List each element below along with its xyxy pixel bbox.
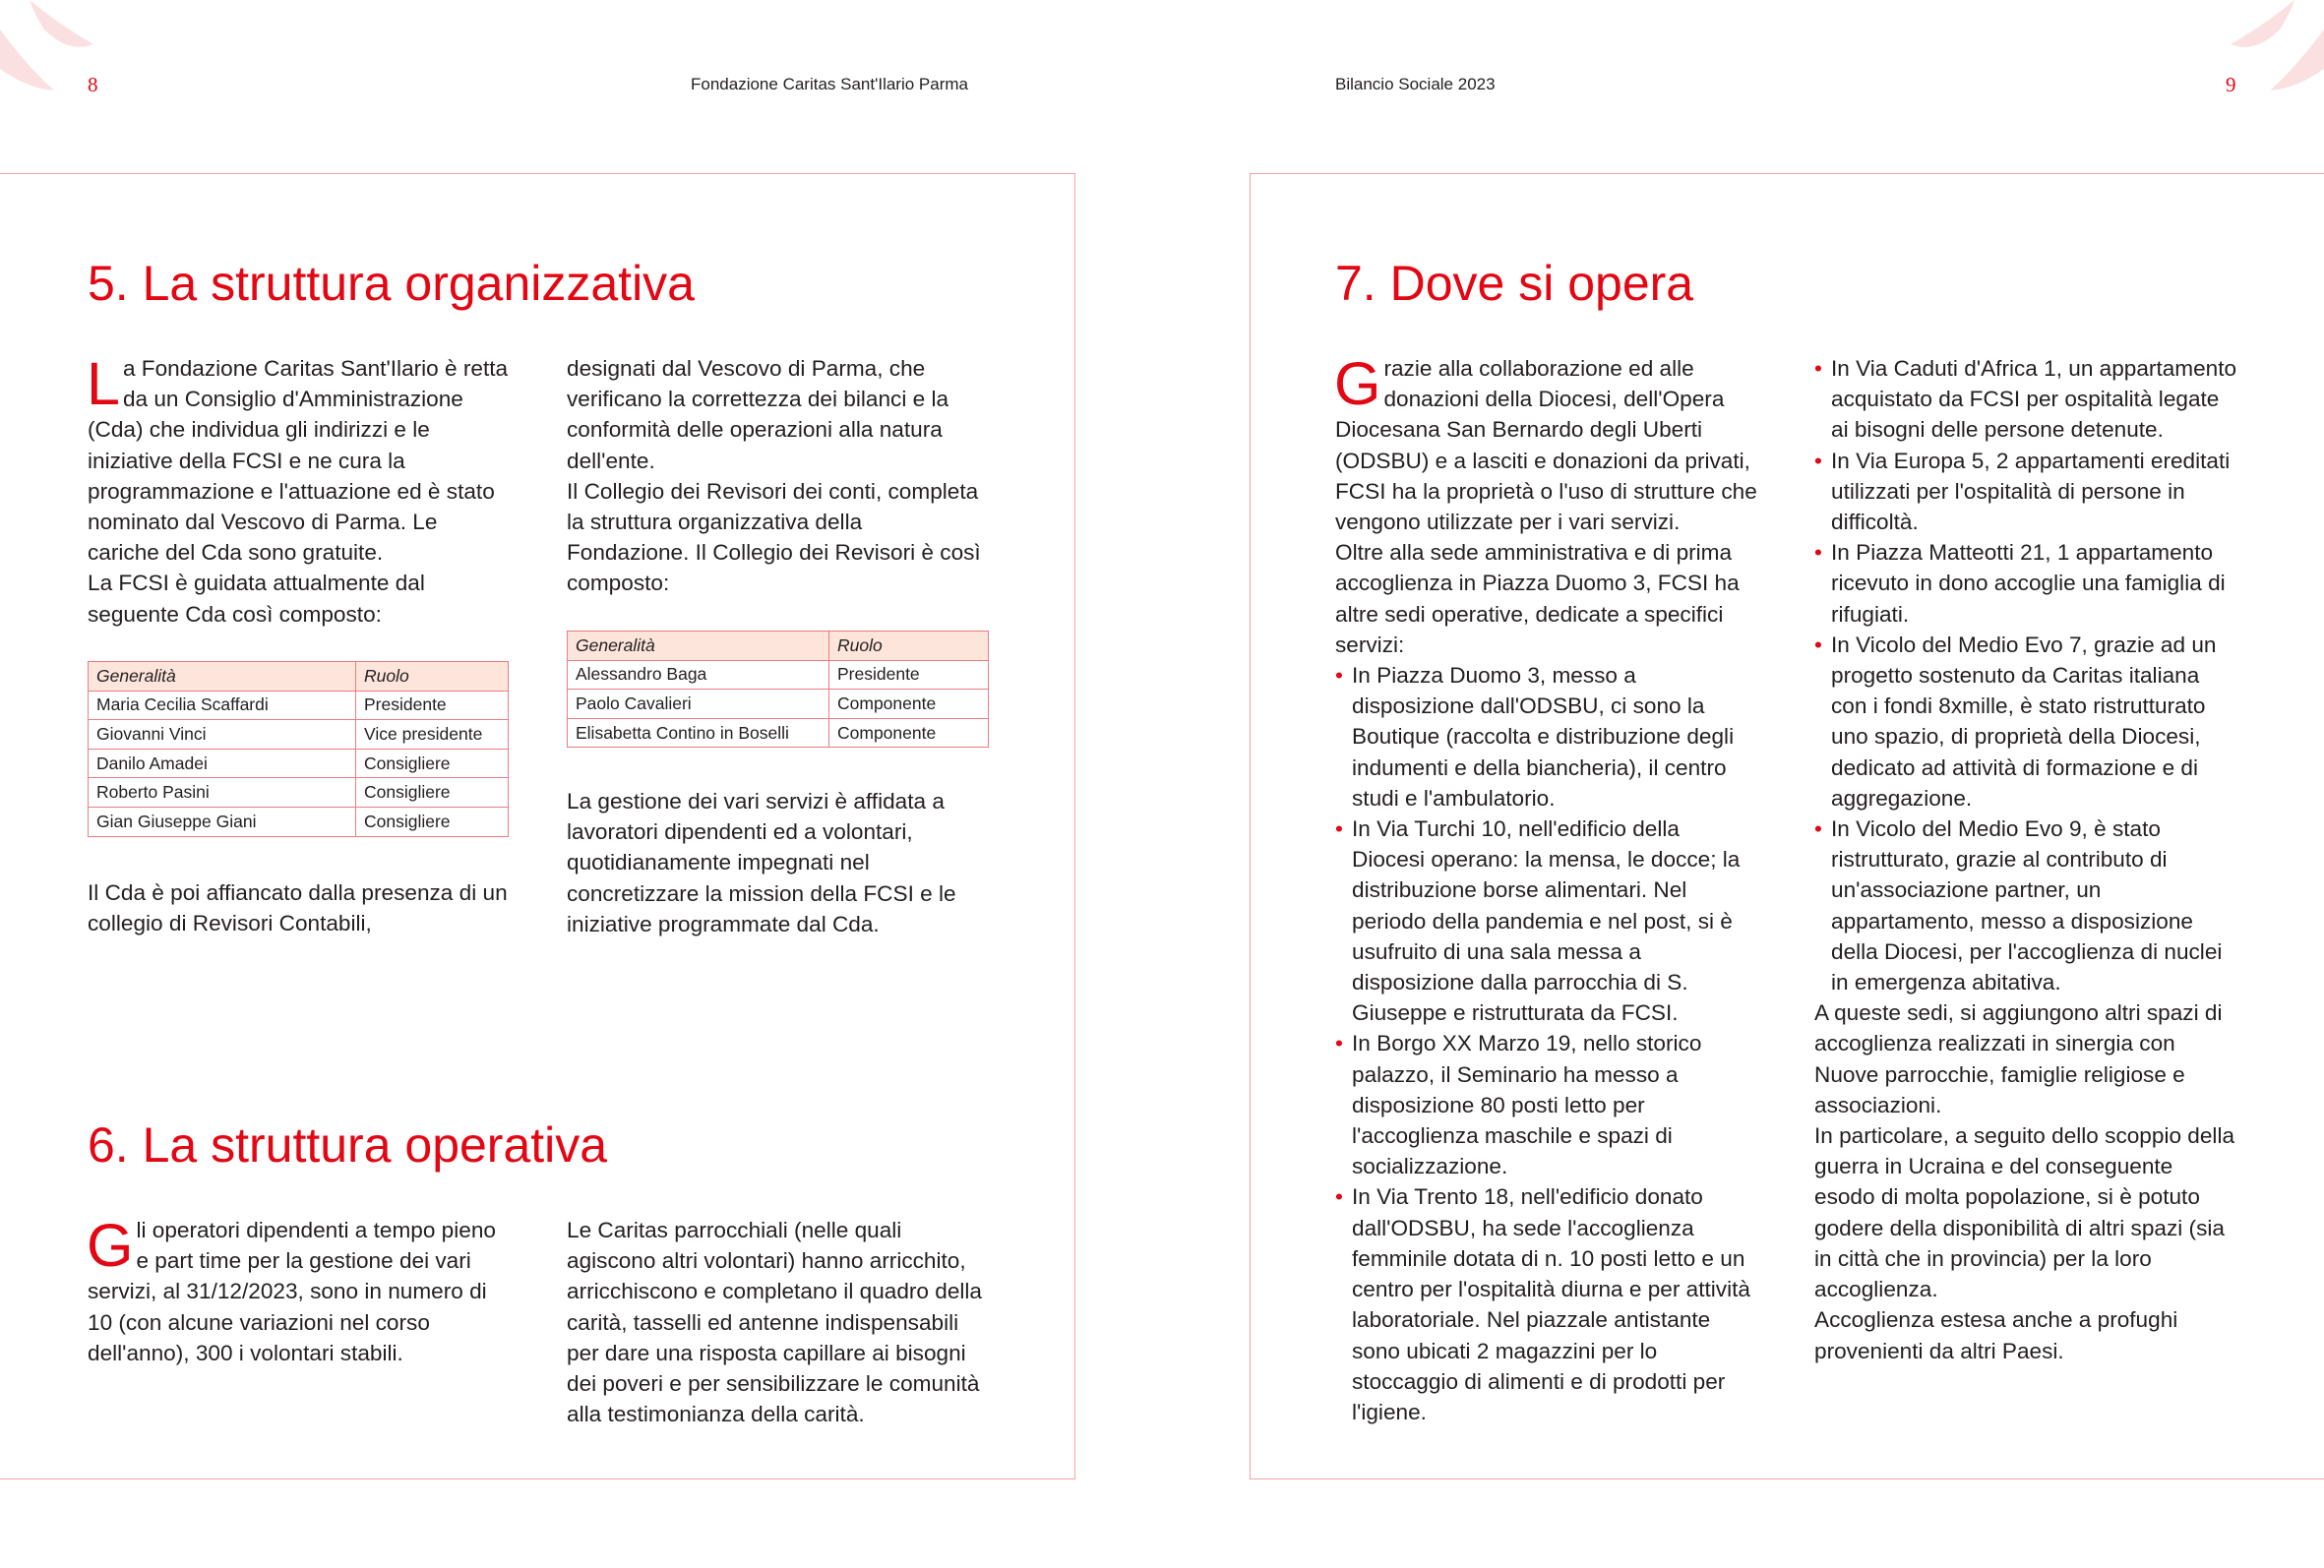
cda-table — [88, 661, 509, 837]
section-7-paragraph-2: Oltre alla sede amministrativa e di prima accoglienza in Piazza Duomo 3, FCSI ha altre sedi operative, dedicate a specifici servizi: — [1335, 540, 1740, 657]
right-page-number: 9 — [2226, 73, 2236, 96]
paragraph-text: li operatori dipendenti a tempo pieno e part time per la gestione dei vari servizi, al 31/12/2023, sono in numero di 10 (con alcune variazioni nel corso dell'anno), 300 i volontari stabili. — [88, 1218, 496, 1365]
table-cell: Componente — [829, 690, 989, 719]
section-7-col-2 — [1814, 353, 2237, 1366]
table-header-cell: Ruolo — [829, 632, 989, 661]
paragraph-text: a Fondazione Caritas Sant'Ilario è retta da un Consiglio d'Amministrazione (Cda) che individua gli indirizzi e le iniziative della FCSI e ne cura la programmazione e l'attuazione ed è stato nominato dal Vescovo di Parma. Le cariche del Cda sono gratuite. — [88, 356, 509, 566]
table-cell: Roberto Pasini — [89, 778, 356, 808]
table-cell: Presidente — [356, 691, 509, 720]
section-5-paragraph-2: La FCSI è guidata attualmente dal seguente Cda così composto: — [88, 571, 425, 627]
dropcap: G — [1334, 350, 1381, 417]
sites-list-left — [1335, 660, 1758, 1427]
table-cell: Danilo Amadei — [89, 749, 356, 778]
table-header-row — [89, 662, 509, 692]
table-header-cell: Generalità — [568, 632, 829, 661]
section-6-col-1 — [87, 1212, 511, 1368]
table-cell: Alessandro Baga — [568, 660, 829, 690]
list-item: • In Borgo XX Marzo 19, nello storico palazzo, il Seminario ha messo a disposizione 80 posti letto per l'accoglienza maschile e spazi di socializzazione. — [1335, 1028, 1758, 1181]
section-7-title: 7. Dove si opera — [1335, 256, 1694, 311]
section-5-col-2-bottom — [567, 786, 990, 939]
section-5-paragraph-6: La gestione dei vari servizi è affidata a lavoratori dipendenti ed a volontari, quotidianamente impegnati nel concretizzare la mission della FCSI e le iniziative programmate dal Cda. — [567, 789, 956, 936]
table-header-row — [568, 632, 989, 661]
table-cell: Giovanni Vinci — [89, 720, 356, 750]
section-7-col-1 — [1334, 350, 1758, 1427]
table-cell: Paolo Cavalieri — [568, 690, 829, 719]
paragraph-text: razie alla collaborazione ed alle donazioni della Diocesi, dell'Opera Diocesana San Bernardo degli Uberti (ODSBU) e a lasciti e donazioni da privati, FCSI ha la proprietà o l'uso di strutture che vengono utilizzate per i vari servizi. — [1335, 356, 1757, 535]
dropcap: L — [87, 350, 120, 417]
section-5-title: 5. La struttura organizzativa — [88, 256, 695, 311]
table-cell: Maria Cecilia Scaffardi — [89, 691, 356, 720]
section-6-paragraph-1 — [87, 1212, 511, 1368]
section-5-col-1-bottom — [88, 877, 511, 938]
table-row — [89, 720, 509, 750]
table-cell: Consigliere — [356, 807, 509, 836]
table-row — [568, 718, 989, 748]
section-7-paragraph-1 — [1334, 350, 1758, 537]
section-5-col-1 — [87, 350, 511, 630]
section-7-paragraph-5: Accoglienza estesa anche a profughi provenienti da altri Paesi. — [1814, 1307, 2178, 1363]
left-page-number: 8 — [88, 73, 98, 96]
list-item: • In Vicolo del Medio Evo 7, grazie ad un progetto sostenuto da Caritas italiana con i fondi 8xmille, è stato ristrutturato uno spazio, di proprietà della Diocesi, dedicato ad attività di formazione e di aggregazione. — [1814, 630, 2237, 814]
list-item: • In Via Europa 5, 2 appartamenti ereditati utilizzati per l'ospitalità di persone in difficoltà. — [1814, 446, 2237, 538]
list-item: • In Via Turchi 10, nell'edificio della Diocesi operano: la mensa, le docce; la distribuzione borse alimentari. Nel periodo della pandemia e nel post, si è usufruito di una sala messa a disposizione dalla parrocchia di S. Giuseppe e ristrutturata da FCSI. — [1335, 814, 1758, 1028]
list-item: • In Via Trento 18, nell'edificio donato dall'ODSBU, ha sede l'accoglienza femminile dotata di n. 10 posti letto e un centro per l'ospitalità diurna e per attività laboratoriale. Nel piazzale antistante sono ubicati 2 magazzini per lo stoccaggio di alimenti e di prodotti per l'igiene. — [1335, 1181, 1758, 1427]
section-5-paragraph-4: designati dal Vescovo di Parma, che verificano la correttezza dei bilanci e la conformità delle operazioni alla natura dell'ente. — [567, 356, 949, 473]
table-row — [89, 778, 509, 808]
right-running-head: Bilancio Sociale 2023 — [1335, 75, 1496, 93]
list-item: • In Piazza Duomo 3, messo a disposizione dall'ODSBU, ci sono la Boutique (raccolta e distribuzione degli indumenti e della biancheria), il centro studi e l'ambulatorio. — [1335, 660, 1758, 814]
list-item: • In Vicolo del Medio Evo 9, è stato ristrutturato, grazie al contributo di un'associazione partner, un appartamento, messo a disposizione della Diocesi, per l'accoglienza di nuclei in emergenza abitativa. — [1814, 814, 2237, 997]
table-cell: Elisabetta Contino in Boselli — [568, 718, 829, 748]
table-header-cell: Generalità — [89, 662, 356, 692]
section-7-paragraph-4: In particolare, a seguito dello scoppio della guerra in Ucraina e del conseguente esodo di molta popolazione, si è potuto godere della disponibilità di altri spazi (sia in città che in provincia) per la loro accoglienza. — [1814, 1123, 2235, 1302]
table-header-cell: Ruolo — [356, 662, 509, 692]
table-cell: Gian Giuseppe Giani — [89, 807, 356, 836]
table-cell: Consigliere — [356, 749, 509, 778]
section-5-paragraph-3: Il Cda è poi affiancato dalla presenza di un collegio di Revisori Contabili, — [88, 880, 508, 936]
list-item: • In Via Caduti d'Africa 1, un appartamento acquistato da FCSI per ospitalità legate ai bisogni delle persone detenute. — [1814, 353, 2237, 446]
section-6-paragraph-2: Le Caritas parrocchiali (nelle quali agiscono altri volontari) hanno arricchito, arricchiscono e completano il quadro della carità, tasselli ed antenne indispensabili per dare una risposta capillare ai bisogni dei poveri e per sensibilizzare le comunità alla testimonianza della carità. — [567, 1218, 982, 1427]
section-6-title: 6. La struttura operativa — [88, 1117, 608, 1173]
section-5-paragraph-5: Il Collegio dei Revisori dei conti, completa la struttura organizzativa della Fondazione. Il Collegio dei Revisori è così composto: — [567, 478, 981, 596]
revisori-table — [567, 631, 989, 748]
table-cell: Consigliere — [356, 778, 509, 808]
table-cell: Componente — [829, 718, 989, 748]
table-row — [568, 690, 989, 719]
section-5-intro-paragraph — [87, 350, 511, 568]
table-row — [89, 807, 509, 836]
table-row — [89, 691, 509, 720]
left-running-head: Fondazione Caritas Sant'Ilario Parma — [691, 75, 968, 93]
table-cell: Vice presidente — [356, 720, 509, 750]
section-5-col-2 — [567, 353, 990, 599]
sites-list-right — [1814, 353, 2237, 997]
list-item: • In Piazza Matteotti 21, 1 appartamento ricevuto in dono accoglie una famiglia di rifugiati. — [1814, 537, 2237, 630]
table-row — [568, 660, 989, 690]
section-7-paragraph-3: A queste sedi, si aggiungono altri spazi di accoglienza realizzati in sinergia con Nuove parrocchie, famiglie religiose e associazioni. — [1814, 1000, 2223, 1117]
table-cell: Presidente — [829, 660, 989, 690]
section-6-col-2 — [567, 1215, 990, 1429]
dropcap: G — [87, 1212, 134, 1279]
table-row — [89, 749, 509, 778]
